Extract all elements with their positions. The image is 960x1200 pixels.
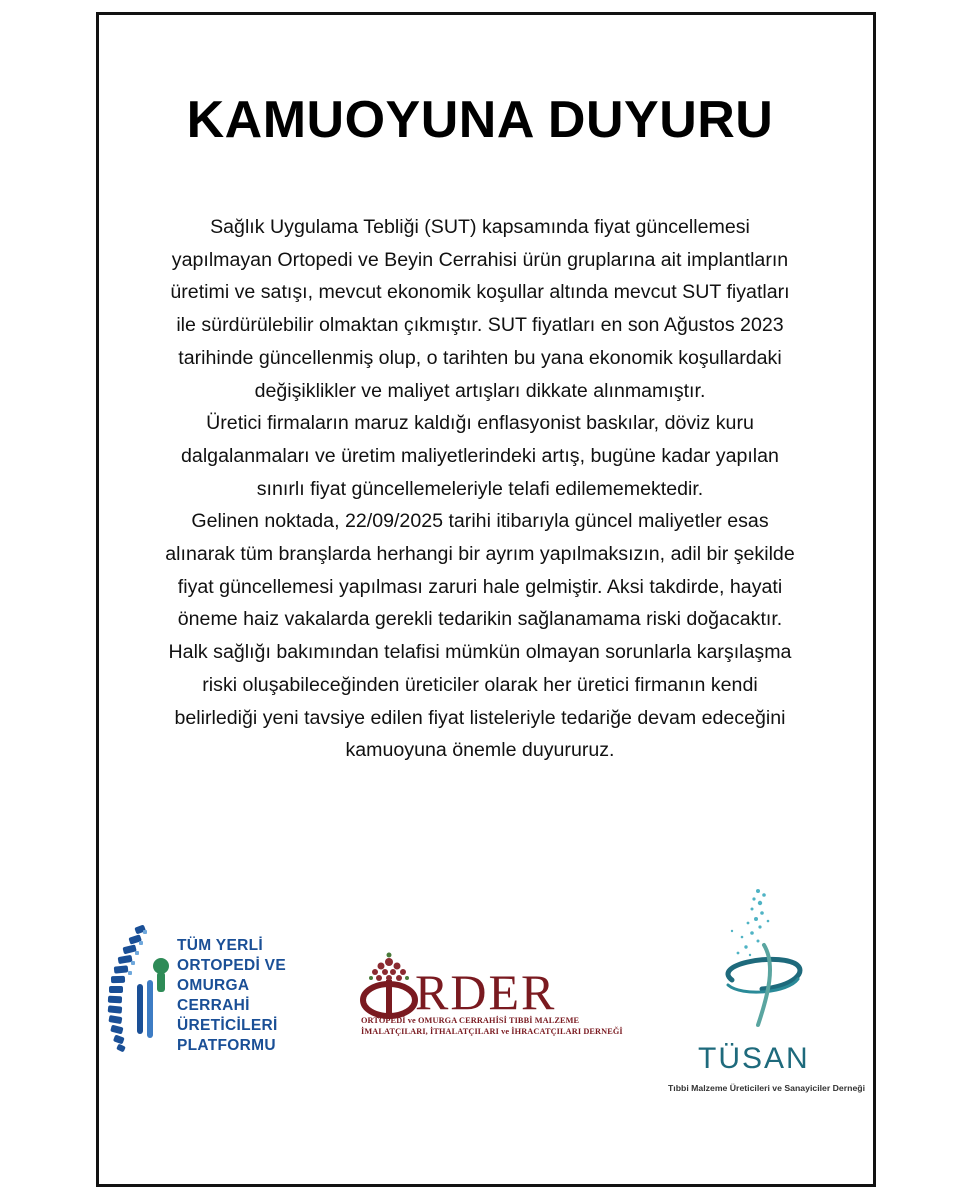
spine-icon: [101, 922, 181, 1062]
body-line: alınarak tüm branşlarda herhangi bir ayrım yapılmaksızın, adil bir şekilde: [165, 543, 795, 566]
body-line: Gelinen noktada, 22/09/2025 tarihi itibarıyla güncel maliyetler esas: [191, 510, 769, 533]
body-line: öneme haiz vakalarda gerekli tedarikin sağlanamama riski doğacaktır.: [177, 608, 783, 631]
body-line: üretimi ve satışı, mevcut ekonomik koşullar altında mevcut SUT fiyatları: [170, 281, 790, 304]
body-line: ile sürdürülebilir olmaktan çıkmıştır. SUT fiyatları en son Ağustos 2023: [176, 314, 784, 337]
tyoc-line: ORTOPEDİ VE: [177, 957, 286, 974]
order-wordmark: RDER: [415, 964, 557, 1020]
tyoc-platform-logo: [101, 922, 321, 1062]
tyoc-line: OMURGA: [177, 977, 250, 994]
tyoc-line: CERRAHİ: [177, 997, 250, 1014]
body-line: sınırlı fiyat güncellemeleriyle telafi edilememektedir.: [256, 477, 704, 500]
body-line: Üretici firmaların maruz kaldığı enflasyonist baskılar, döviz kuru: [206, 412, 754, 435]
body-line: yapılmayan Ortopedi ve Beyin Cerrahisi ürün gruplarına ait implantların: [171, 248, 789, 271]
order-association-logo: [357, 948, 623, 1043]
tusan-subtitle: Tıbbi Malzeme Üreticileri ve Sanayiciler Derneği: [668, 1083, 865, 1093]
tusan-association-logo: [660, 885, 865, 1100]
tyoc-line: TÜM YERLİ: [177, 937, 263, 954]
body-line: tarihinde güncellenmiş olup, o tarihten bu yana ekonomik koşullardaki: [178, 346, 782, 369]
body-line: kamuoyuna önemle duyururuz.: [345, 739, 615, 762]
body-line: Halk sağlığı bakımından telafisi mümkün olmayan sorunlarla karşılaşma: [168, 641, 792, 664]
tyoc-line: ÜRETİCİLERİ: [177, 1017, 278, 1034]
body-line: belirlediği yeni tavsiye edilen fiyat listeleriyle tedariğe devam edeceğini: [174, 706, 786, 729]
body-line: değişiklikler ve maliyet artışları dikkate alınmamıştır.: [254, 379, 706, 402]
tyoc-line: PLATFORMU: [177, 1037, 276, 1054]
tyoc-logo-text: [177, 936, 286, 1056]
order-subtitle-1: ORTOPEDİ ve OMURGA CERRAHİSİ TIBBİ MALZEME: [361, 1016, 580, 1025]
tusan-emblem-icon: [702, 885, 822, 1040]
body-line: fiyat güncellemesi yapılması zaruri hale gelmiştir. Aksi takdirde, hayati: [177, 575, 783, 598]
body-line: Sağlık Uygulama Tebliği (SUT) kapsamında fiyat güncellemesi: [210, 216, 750, 238]
page-title: KAMUOYUNA DUYURU: [186, 91, 774, 149]
order-subtitle-2: İMALATÇILARI, İTHALATÇILARI ve İHRACATÇILARI DERNEĞİ: [361, 1027, 623, 1036]
announcement-body: [0, 211, 960, 767]
tree-icon: [359, 950, 419, 1020]
body-line: riski oluşabileceğinden üreticiler olarak her üretici firmanın kendi: [202, 673, 758, 696]
tusan-wordmark: TÜSAN: [698, 1042, 810, 1075]
body-line: dalgalanmaları ve üretim maliyetlerindeki artış, bugüne kadar yapılan: [181, 444, 779, 467]
